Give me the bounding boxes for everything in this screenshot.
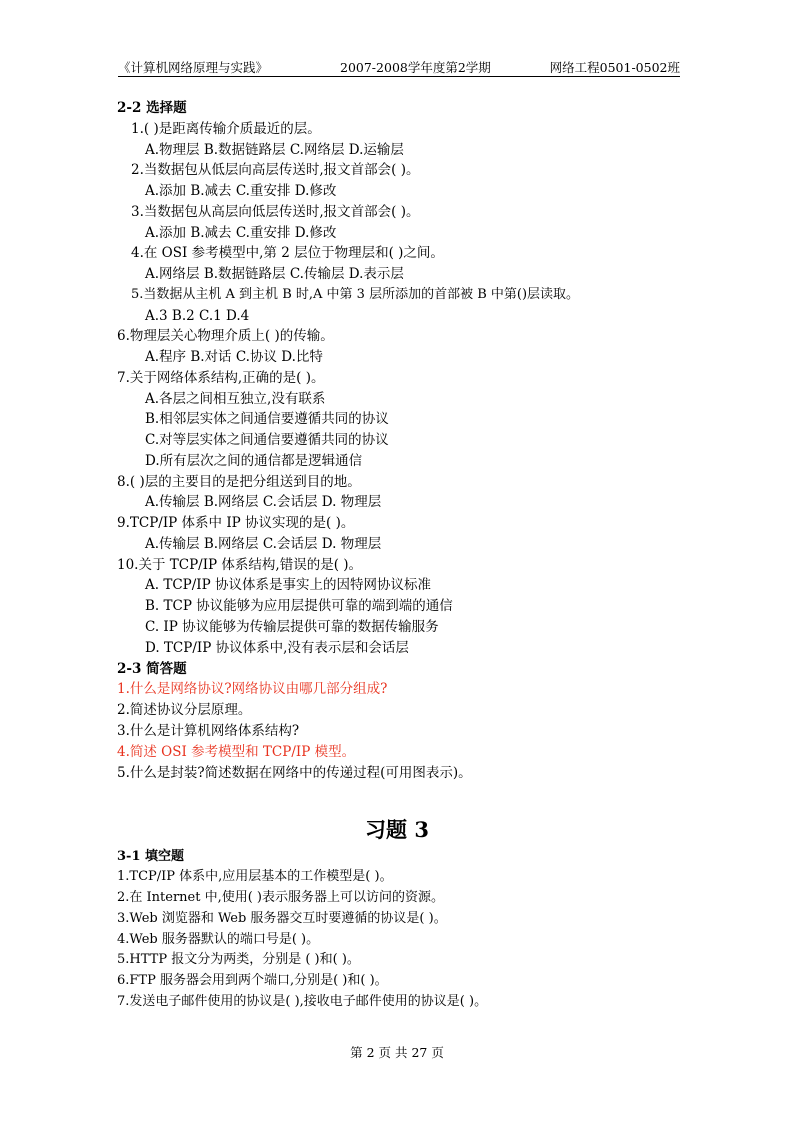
question-1: 1.( )是距离传输介质最近的层。 bbox=[131, 121, 321, 137]
short-question-3: 3.什么是计算机网络体系结构? bbox=[117, 723, 300, 739]
question-3-options: A.添加 B.减去 C.重安排 D.修改 bbox=[145, 225, 337, 241]
question-1-options: A.物理层 B.数据链路层 C.网络层 D.运输层 bbox=[145, 142, 404, 158]
header-course: 《计算机网络原理与实践》 bbox=[118, 60, 269, 75]
section-title-fill: 3-1 填空题 bbox=[117, 849, 185, 864]
question-7-option-a: A.各层之间相互独立,没有联系 bbox=[145, 391, 326, 407]
fill-question-5: 5.HTTP 报文分为两类，分别是 ( )和( )。 bbox=[117, 952, 360, 967]
question-4: 4.在 OSI 参考模型中,第 2 层位于物理层和( )之间。 bbox=[131, 245, 444, 261]
question-7: 7.关于网络体系结构,正确的是( )。 bbox=[117, 370, 325, 386]
section-title-choice: 2-2 选择题 bbox=[117, 100, 187, 116]
page-header bbox=[118, 56, 680, 77]
page-footer: 第 2 页 共 27 页 bbox=[350, 1045, 444, 1060]
section-title-short: 2-3 简答题 bbox=[117, 661, 187, 677]
question-7-option-b: B.相邻层实体之间通信要遵循共同的协议 bbox=[145, 411, 389, 427]
question-6-options: A.程序 B.对话 C.协议 D.比特 bbox=[145, 349, 323, 365]
question-10-option-a: A. TCP/IP 协议体系是事实上的因特网协议标准 bbox=[145, 577, 432, 593]
question-4-options: A.网络层 B.数据链路层 C.传输层 D.表示层 bbox=[145, 266, 404, 282]
chapter-title: 习题 3 bbox=[365, 817, 429, 842]
question-5: 5.当数据从主机 A 到主机 B 时,A 中第 3 层所添加的首部被 B 中第()层读取。 bbox=[131, 287, 580, 302]
fill-question-1: 1.TCP/IP 体系中,应用层基本的工作模型是( )。 bbox=[117, 869, 393, 884]
question-8-options: A.传输层 B.网络层 C.会话层 D. 物理层 bbox=[145, 494, 382, 510]
fill-question-7: 7.发送电子邮件使用的协议是( ),接收电子邮件使用的协议是( )。 bbox=[117, 994, 488, 1009]
question-6: 6.物理层关心物理介质上( )的传输。 bbox=[117, 328, 334, 344]
fill-question-4: 4.Web 服务器默认的端口号是( )。 bbox=[117, 932, 320, 947]
question-2-options: A.添加 B.减去 C.重安排 D.修改 bbox=[145, 183, 337, 199]
header-term: 2007-2008学年度第2学期 bbox=[340, 60, 491, 75]
question-7-option-d: D.所有层次之间的通信都是逻辑通信 bbox=[145, 453, 363, 469]
question-5-options: A.3 B.2 C.1 D.4 bbox=[145, 308, 250, 324]
question-10: 10.关于 TCP/IP 体系结构,错误的是( )。 bbox=[117, 557, 363, 573]
fill-question-6: 6.FTP 服务器会用到两个端口,分别是( )和( )。 bbox=[117, 973, 388, 988]
short-question-1: 1.什么是网络协议?网络协议由哪几部分组成? bbox=[117, 681, 388, 697]
short-question-5: 5.什么是封装?简述数据在网络中的传递过程(可用图表示)。 bbox=[117, 765, 472, 781]
question-10-option-d: D. TCP/IP 协议体系中,没有表示层和会话层 bbox=[145, 640, 409, 656]
question-2: 2.当数据包从低层向高层传送时,报文首部会( )。 bbox=[131, 162, 420, 178]
header-class: 网络工程0501-0502班 bbox=[549, 60, 680, 75]
question-3: 3.当数据包从高层向低层传送时,报文首部会( )。 bbox=[131, 204, 420, 220]
fill-question-2: 2.在 Internet 中,使用( )表示服务器上可以访问的资源。 bbox=[117, 890, 445, 905]
question-8: 8.( )层的主要目的是把分组送到目的地。 bbox=[117, 474, 361, 490]
short-question-2: 2.简述协议分层原理。 bbox=[117, 702, 252, 718]
short-question-4: 4.简述 OSI 参考模型和 TCP/IP 模型。 bbox=[117, 744, 356, 760]
question-9: 9.TCP/IP 体系中 IP 协议实现的是( )。 bbox=[117, 515, 355, 531]
fill-question-3: 3.Web 浏览器和 Web 服务器交互时要遵循的协议是( )。 bbox=[117, 911, 447, 926]
question-7-option-c: C.对等层实体之间通信要遵循共同的协议 bbox=[145, 432, 389, 448]
question-10-option-c: C. IP 协议能够为传输层提供可靠的数据传输服务 bbox=[145, 619, 439, 635]
question-9-options: A.传输层 B.网络层 C.会话层 D. 物理层 bbox=[145, 536, 382, 552]
question-10-option-b: B. TCP 协议能够为应用层提供可靠的端到端的通信 bbox=[145, 598, 453, 614]
